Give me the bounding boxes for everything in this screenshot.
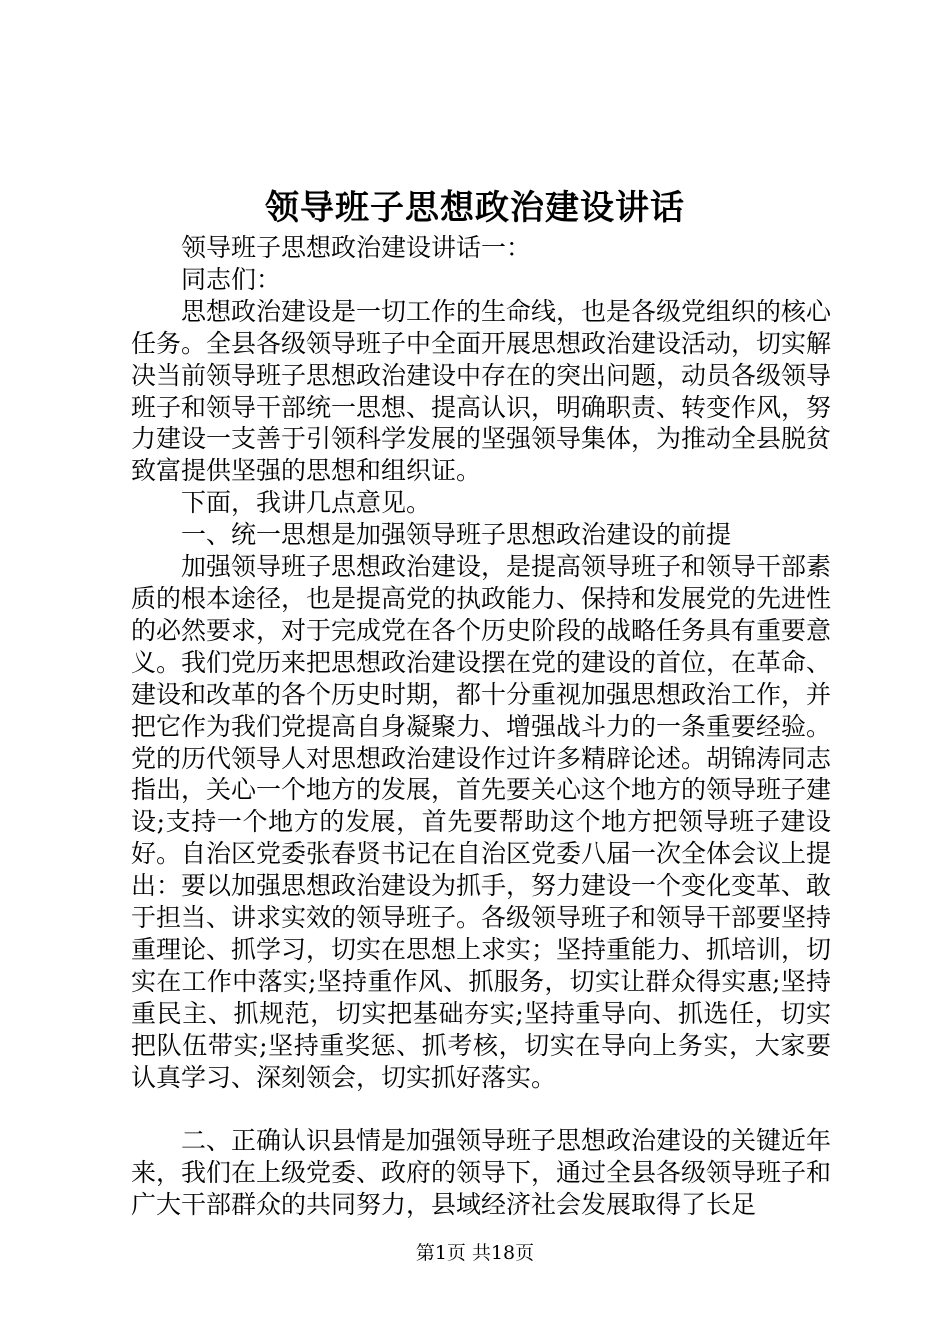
section-heading-one: 一、统一思想是加强领导班子思想政治建设的前提 [181, 520, 732, 550]
document-body [131, 232, 831, 1221]
paragraph-salutation: 同志们： [181, 264, 282, 294]
page-number-footer: 第1页 共18页 [415, 1242, 535, 1264]
paragraph-section-two: 二、正确认识县情是加强领导班子思想政治建设的关键近年来，我们在上级党委、政府的领导下，通过全县各级领导班子和广大干部群众的共同努力，县域经济社会发展取得了长足 [131, 1126, 832, 1220]
paragraph-heading-label: 领导班子思想政治建设讲话一： [181, 233, 532, 262]
paragraph-intro: 思想政治建设是一切工作的生命线，也是各级党组织的核心任务。全县各级领导班子中全面开展思想政治建设活动，切实解决当前领导班子思想政治建设中存在的突出问题，动员各级领导班子和领导干部统一思想、提高认识，明确职责、转变作风，努力建设一支善于引领科学发展的坚强领导集体，为推动全县脱贫致富提供坚强的思想和组织证。 [131, 296, 832, 486]
document-title: 领导班子思想政治建设讲话 [265, 188, 685, 228]
paragraph-transition: 下面，我讲几点意见。 [181, 488, 432, 518]
paragraph-spacer [131, 1093, 831, 1125]
paragraph-section-one: 加强领导班子思想政治建设，是提高领导班子和领导干部素质的根本途径，也是提高党的执政能力、保持和发展党的先进性的必然要求，对于完成党在各个历史阶段的战略任务具有重要意义。我们党历来把思想政治建设摆在党的建设的首位，在革命、建设和改革的各个历史时期，都十分重视加强思想政治工作，并把它作为我们党提高自身凝聚力、增强战斗力的一条重要经验。党的历代领导人对思想政治建设作过许多精辟论述。胡锦涛同志指出，关心一个地方的发展，首先要关心这个地方的领导班子建设;支持一个地方的发展，首先要帮助这个地方把领导班子建设好。自治区党委张春贤书记在自治区党委八届一次全体会议上提出：要以加强思想政治建设为抓手，努力建设一个变化变革、敢于担当、讲求实效的领导班子。各级领导班子和领导干部要坚持重理论、抓学习，切实在思想上求实；坚持重能力、抓培训，切实在工作中落实;坚持重作风、抓服务，切实让群众得实惠;坚持重民主、抓规范，切实把基础夯实;坚持重导向、抓选任，切实把队伍带实;坚持重奖惩、抓考核，切实在导向上务实，大家要认真学习、深刻领会，切实抓好落实。 [131, 552, 832, 1092]
